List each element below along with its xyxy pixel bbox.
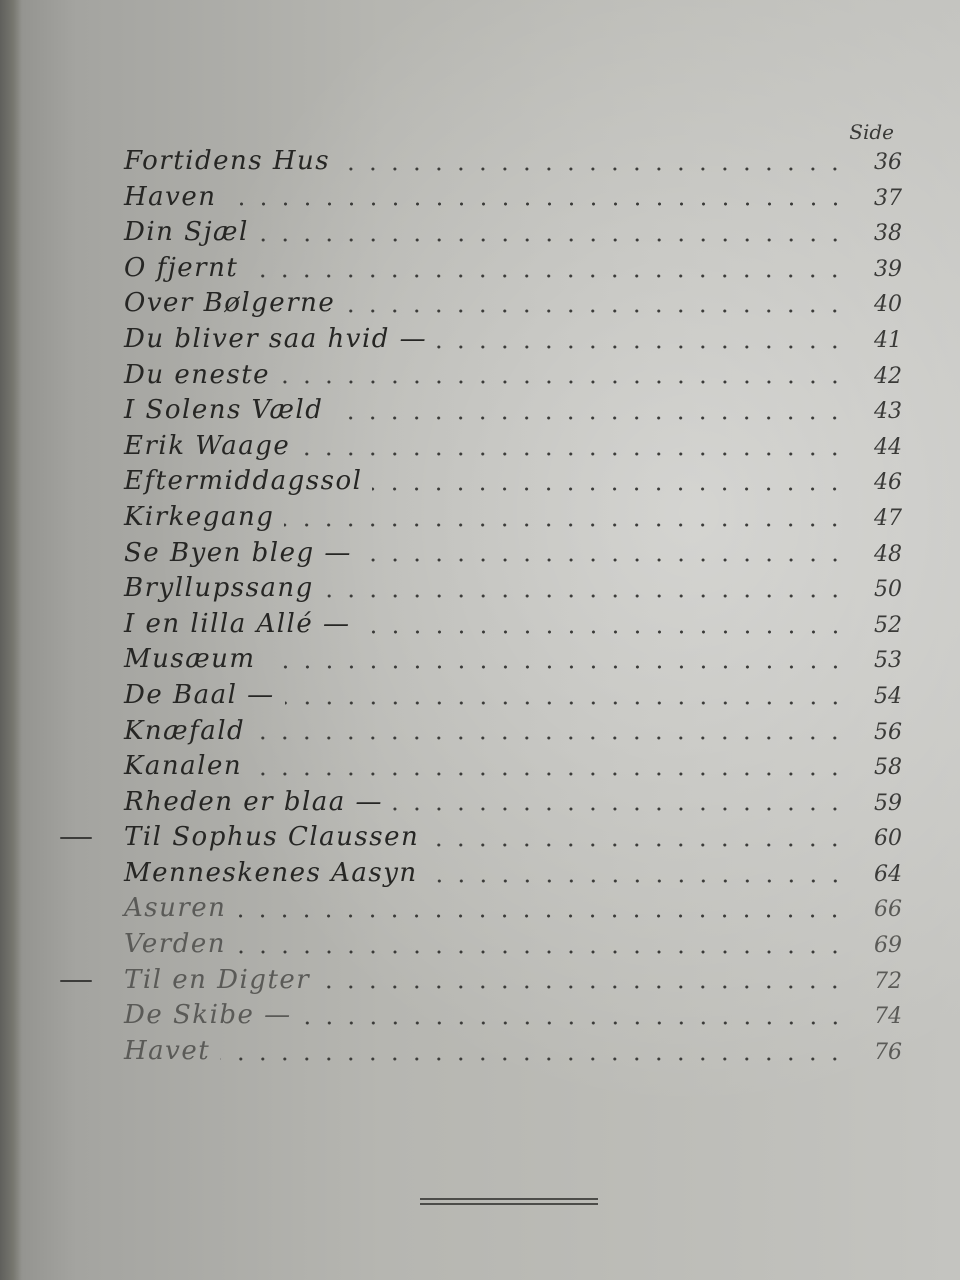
toc-entry-page: 69 <box>874 933 902 959</box>
dot-leader <box>259 237 846 243</box>
toc-entry-page: 54 <box>874 683 902 709</box>
dot-leader <box>372 486 846 492</box>
toc-entry <box>124 180 902 216</box>
dot-leader <box>280 379 846 385</box>
dot-leader <box>362 557 846 563</box>
pencil-mark <box>60 837 92 839</box>
toc-entry-page: 38 <box>874 221 902 247</box>
toc-entry-title: I Solens Væld <box>124 395 324 426</box>
toc-entry-title: De Skibe — <box>124 1000 292 1031</box>
toc-entry <box>124 1034 902 1070</box>
toc-entry <box>124 286 902 322</box>
toc-entry-page: 43 <box>874 399 902 425</box>
toc-entry-title: Havet <box>124 1035 211 1066</box>
toc-entry <box>124 464 902 500</box>
toc-entry <box>124 891 902 927</box>
rule-line <box>420 1198 598 1200</box>
toc-entry-title: Du bliver saa hvid — <box>124 323 428 354</box>
toc-entry <box>124 856 902 892</box>
toc-entry-title: Eftermiddagssol <box>124 466 363 497</box>
toc-entry-page: 46 <box>874 470 902 496</box>
toc-entry-title: I en lilla Allé — <box>124 608 351 639</box>
dot-leader <box>255 735 846 741</box>
dot-leader <box>236 949 846 955</box>
toc-entry <box>124 500 902 536</box>
toc-entry-title: Din Sjæl <box>124 217 249 248</box>
dot-leader <box>437 344 846 350</box>
pencil-mark <box>60 980 92 982</box>
toc-entry-page: 76 <box>874 1039 902 1065</box>
toc-entry-title: Til en Digter <box>124 964 311 995</box>
toc-entry-page: 48 <box>874 541 902 567</box>
toc-entry <box>124 536 902 572</box>
toc-entry-title: Se Byen bleg — <box>124 537 352 568</box>
dot-leader <box>429 842 846 848</box>
toc-entry-page: 59 <box>874 790 902 816</box>
toc-entry-title: Rheden er blaa — <box>124 786 384 817</box>
toc-entry-page: 42 <box>874 363 902 389</box>
side-column-label: Side <box>849 120 894 144</box>
toc-entry <box>124 607 902 643</box>
toc-entry <box>124 322 902 358</box>
dot-leader <box>252 771 846 777</box>
toc-entry-title: Bryllupssang <box>124 573 314 604</box>
dot-leader <box>333 415 846 421</box>
toc-entry-title: Verden <box>124 929 226 960</box>
toc-entry-page: 36 <box>874 150 902 175</box>
dot-leader <box>302 1020 846 1026</box>
toc-entry-title: Over Bølgerne <box>124 288 336 319</box>
toc-entry-page: 72 <box>874 968 902 994</box>
dot-leader <box>248 273 846 279</box>
toc-entry-title: O fjernt <box>124 252 239 283</box>
dot-leader <box>300 451 846 457</box>
toc-entry-page: 56 <box>874 719 902 745</box>
toc-entry <box>124 393 902 429</box>
dot-leader <box>236 913 846 919</box>
toc-entry <box>124 927 902 963</box>
toc-entry <box>124 749 902 785</box>
dot-leader <box>345 308 846 314</box>
toc-entry-title: Erik Waage <box>124 430 291 461</box>
toc-entry <box>124 714 902 750</box>
rule-line <box>420 1203 598 1205</box>
toc-entry-title: Kirkegang <box>124 501 275 532</box>
dot-leader <box>393 806 846 812</box>
toc-entry-title: Knæfald <box>124 715 246 746</box>
toc-entry-page: 39 <box>874 256 902 282</box>
toc-entry <box>124 571 902 607</box>
toc-entry-page: 50 <box>874 577 902 603</box>
toc-entry-title: Til Sophus Claussen <box>124 822 420 853</box>
toc-entry <box>124 144 902 180</box>
toc-entry <box>124 785 902 821</box>
toc-entry <box>124 678 902 714</box>
toc-entry <box>124 820 902 856</box>
table-of-contents <box>124 120 902 1069</box>
dot-leader <box>428 878 846 884</box>
toc-entry-page: 41 <box>874 327 902 353</box>
dot-leader <box>320 984 846 990</box>
page-edge-shadow <box>0 0 22 1280</box>
dot-leader <box>340 166 846 172</box>
dot-leader <box>227 201 847 207</box>
toc-entry-page: 66 <box>874 897 902 923</box>
closing-double-rule <box>420 1198 598 1206</box>
toc-entry-title: De Baal — <box>124 679 275 710</box>
toc-entry-page: 37 <box>874 185 902 211</box>
dot-leader <box>284 522 846 528</box>
toc-entry-title: Haven <box>124 181 217 212</box>
toc-entry-title: Du eneste <box>124 359 271 390</box>
toc-entry <box>124 998 902 1034</box>
toc-entry-title: Menneskenes Aasyn <box>124 857 418 888</box>
dot-leader <box>361 629 846 635</box>
toc-entry <box>124 358 902 394</box>
toc-entry-page: 74 <box>874 1004 902 1030</box>
dot-leader <box>324 593 846 599</box>
toc-entry <box>124 642 902 678</box>
dot-leader <box>266 664 846 670</box>
toc-entry <box>124 963 902 999</box>
toc-entry-page: 58 <box>874 755 902 781</box>
toc-entry-page: 40 <box>874 292 902 318</box>
toc-entry-title: Kanalen <box>124 751 243 782</box>
toc-entry-title: Musæum <box>124 644 256 675</box>
toc-entry-title: Asuren <box>124 893 227 924</box>
toc-entry-page: 53 <box>874 648 902 674</box>
toc-entry-page: 47 <box>874 505 902 531</box>
toc-entry <box>124 251 902 287</box>
toc-entry-page: 64 <box>874 861 902 887</box>
toc-entry-page: 44 <box>874 434 902 460</box>
toc-entry <box>124 215 902 251</box>
dot-leader <box>220 1056 846 1062</box>
toc-entry-title: Fortidens Hus <box>124 146 331 176</box>
toc-entry-page: 60 <box>874 826 902 852</box>
toc-entry-page: 52 <box>874 612 902 638</box>
toc-entry <box>124 429 902 465</box>
dot-leader <box>285 700 846 706</box>
